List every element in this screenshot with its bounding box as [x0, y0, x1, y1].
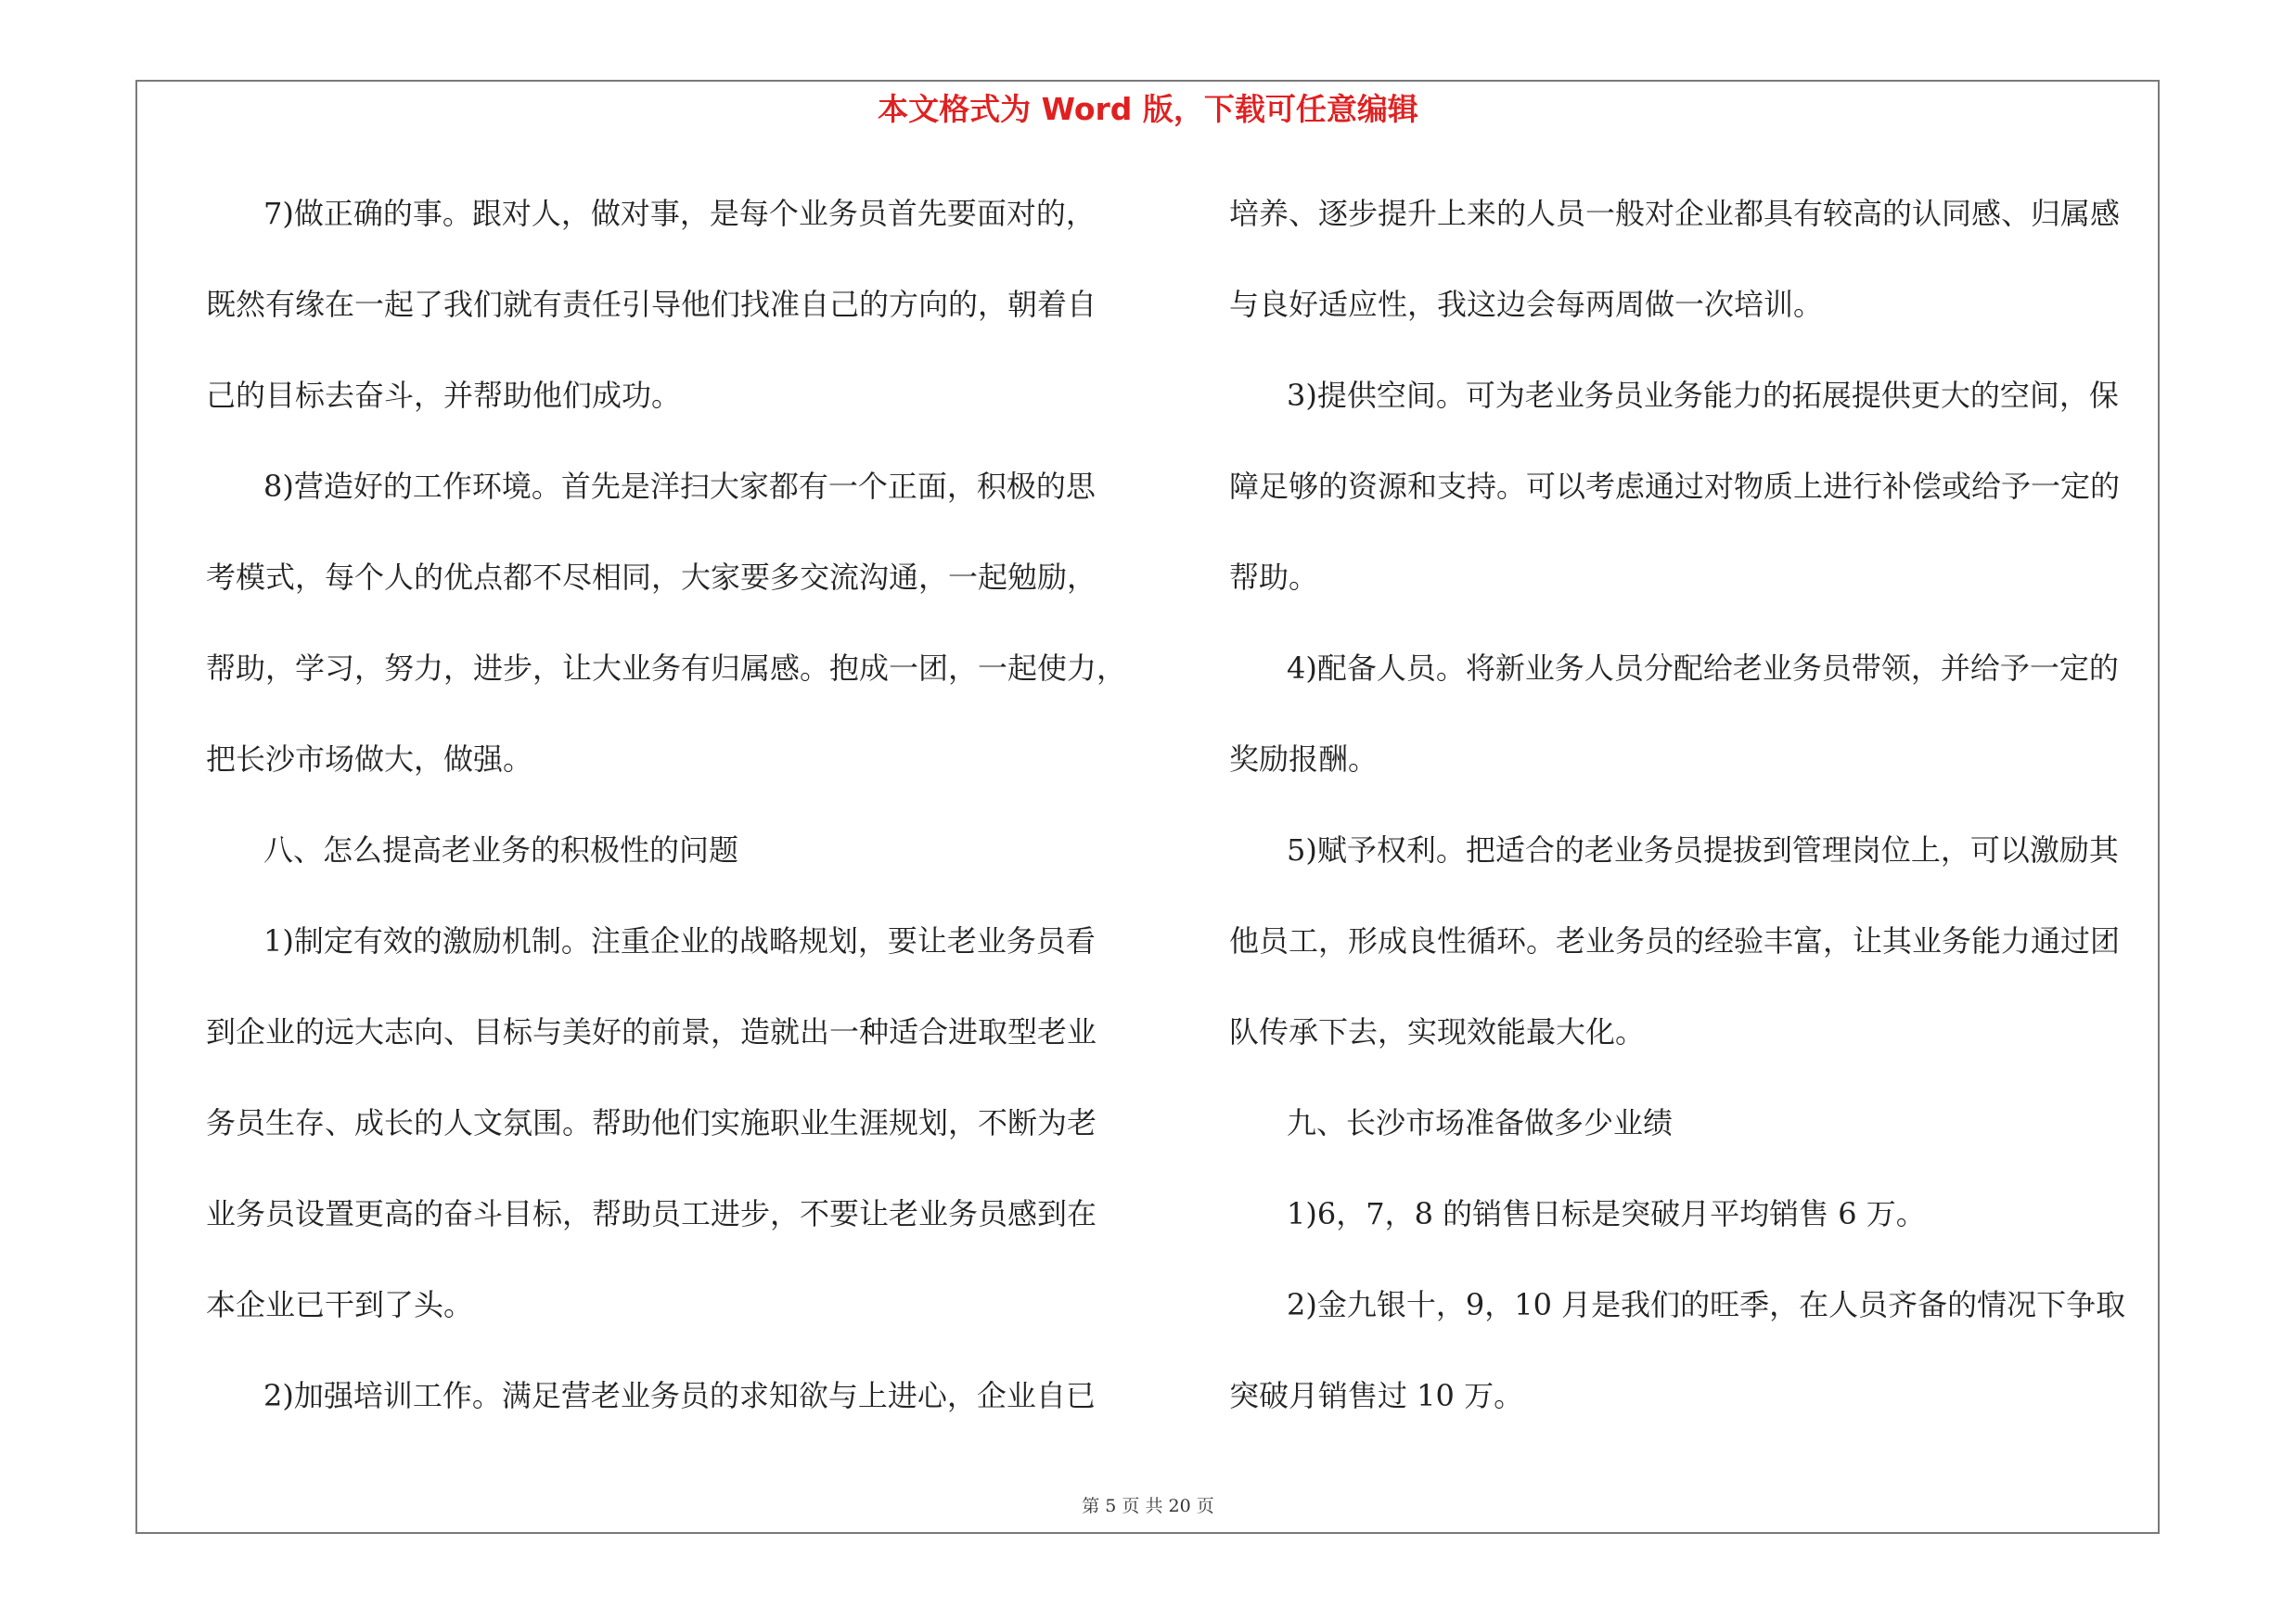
paragraph-line: 既然有缘在一起了我们就有责任引导他们找准自己的方向的，朝着自 [206, 287, 1097, 322]
paragraph-line: 2)加强培训工作。满足营老业务员的求知欲与上进心，企业自已 [263, 1378, 1096, 1413]
paragraph-line: 1)制定有效的激励机制。注重企业的战略规划，要让老业务员看 [263, 923, 1096, 959]
right-text-column [1229, 181, 2157, 1454]
paragraph-line: 队传承下去，实现效能最大化。 [1229, 1014, 1646, 1050]
paragraph-line: 考模式，每个人的优点都不尽相同，大家要多交流沟通，一起勉励， [206, 560, 1097, 595]
paragraph-line: 奖励报酬。 [1229, 741, 1379, 777]
paragraph-line: 本企业已干到了头。 [206, 1287, 474, 1322]
paragraph-line: 己的目标去奋斗，并帮助他们成功。 [206, 378, 682, 413]
paragraph-line: 帮助，学习，努力，进步，让大业务有归属感。抱成一团，一起使力， [206, 650, 1127, 686]
paragraph-line: 把长沙市场做大，做强。 [206, 741, 533, 777]
paragraph-line: 障足够的资源和支持。可以考虑通过对物质上进行补偿或给予一定的 [1229, 469, 2121, 504]
paragraph-line: 7)做正确的事。跟对人，做对事，是每个业务员首先要面对的， [263, 196, 1096, 231]
paragraph-line: 4)配备人员。将新业务人员分配给老业务员带领，并给予一定的 [1287, 650, 2119, 686]
paragraph-line: 2)金九银十，9，10 月是我们的旺季，在人员齐备的情况下争取 [1287, 1287, 2126, 1322]
paragraph-line: 八、怎么提高老业务的积极性的问题 [263, 832, 739, 868]
word-format-banner: 本文格式为 Word 版，下载可任意编辑 [878, 91, 1418, 127]
paragraph-line: 培养、逐步提升上来的人员一般对企业都具有较高的认同感、归属感 [1229, 196, 2121, 231]
page-number-footer: 第 5 页 共 20 页 [1082, 1496, 1214, 1516]
paragraph-line: 务员生存、成长的人文氛围。帮助他们实施职业生涯规划，不断为老 [206, 1105, 1097, 1140]
paragraph-line: 帮助。 [1229, 560, 1319, 595]
paragraph-line: 业务员设置更高的奋斗目标，帮助员工进步，不要让老业务员感到在 [206, 1196, 1097, 1231]
paragraph-line: 他员工，形成良性循环。老业务员的经验丰富，让其业务能力通过团 [1229, 923, 2121, 959]
paragraph-line: 5)赋予权利。把适合的老业务员提拔到管理岗位上，可以激励其 [1287, 832, 2119, 868]
paragraph-line: 8)营造好的工作环境。首先是洋扫大家都有一个正面，积极的思 [263, 469, 1096, 504]
paragraph-line: 与良好适应性，我这边会每两周做一次培训。 [1229, 287, 1824, 322]
paragraph-line: 突破月销售过 10 万。 [1229, 1378, 1524, 1413]
paragraph-line: 九、长沙市场准备做多少业绩 [1287, 1105, 1674, 1140]
paragraph-line: 3)提供空间。可为老业务员业务能力的拓展提供更大的空间，保 [1287, 378, 2119, 413]
paragraph-line: 1)6，7，8 的销售日标是突破月平均销售 6 万。 [1287, 1196, 1926, 1231]
paragraph-line: 到企业的远大志向、目标与美好的前景，造就出一种适合进取型老业 [206, 1014, 1097, 1050]
left-text-column [206, 181, 1143, 1454]
